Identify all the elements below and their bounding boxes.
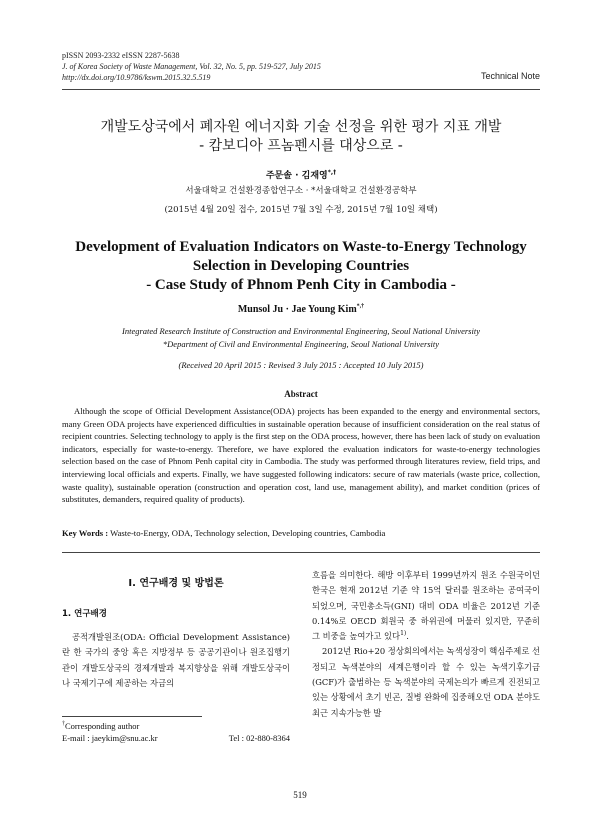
keywords-text: Waste-to-Energy, ODA, Technology selection, Developing countries, Cambodia bbox=[110, 528, 386, 538]
footnote-tel: Tel : 02-880-8364 bbox=[228, 733, 290, 743]
keywords-label: Key Words : bbox=[62, 528, 109, 538]
korean-authors bbox=[62, 168, 540, 181]
abstract-text: Although the scope of Official Development Assistance(ODA) projects has been expanded to the energy and environmental sectors, many Green ODA projects have experienced difficulties in sustainable operation because of insufficient consideration on the real status of recipient countries. Selecting technology to apply is the first step on the ODA process, however, there has been lack of study on evaluation indicators, especially for waste-to-energy. Therefore, we have explored the evaluation indicators for waste-to-energy technologies selection based on the case of Phnom Penh capital city in Cambodia. The study was performed through literatures review, field trips, and interviewing local officials and experts. Finally, we have suggested following indicators: secure of raw materials (waste price, collection, waste quality), sustainable operation (construction and operation cost, land use, management ability), and market condition (prices of substitutes, demanders, required quality of products). bbox=[62, 406, 540, 505]
journal-header bbox=[62, 50, 540, 83]
footnote-mark: † bbox=[62, 721, 65, 728]
date-revised: Revised 3 July 2015 bbox=[268, 360, 337, 370]
korean-affiliation: 서울대학교 건설환경종합연구소 · *서울대학교 건설환경공학부 bbox=[185, 186, 417, 196]
date-received: Received 20 April 2015 bbox=[181, 360, 262, 370]
date-separator-2: : bbox=[336, 360, 344, 370]
right-paragraph-1-text: 흐름을 의미한다. 해방 이후부터 1999년까지 원조 수원국이던 한국은 현재 2012년 기준 약 15억 달러를 원조하는 공여국이 되었으며, 국민총소득(GNI) 대비 ODA 비율은 2012년 기준 0.14%로 OECD 회원국 중 하위권에 머물러 있지만, 꾸준히 그 비중을 높여가고 있다 bbox=[312, 570, 540, 642]
reference-mark: 1) bbox=[400, 630, 407, 638]
korean-title-line1: 개발도상국에서 폐자원 에너지화 기술 선정을 위한 평가 지표 개발 bbox=[100, 119, 502, 135]
korean-title-line2: - 캄보디아 프놈펜시를 대상으로 - bbox=[199, 138, 403, 154]
journal-citation: J. of Korea Society of Waste Management, Vol. 32, No. 5, pp. 519-527, July 2015 bbox=[62, 62, 321, 71]
english-title-line1: Development of Evaluation Indicators on Waste-to-Energy Technology bbox=[75, 239, 527, 255]
footnote-divider bbox=[62, 716, 202, 717]
header-divider bbox=[62, 89, 540, 90]
subsection-heading: 1. 연구배경 bbox=[62, 609, 107, 619]
footnote-label: Corresponding author bbox=[65, 721, 140, 731]
article-type: Technical Note bbox=[480, 71, 540, 81]
right-paragraph-1 bbox=[312, 568, 540, 644]
right-paragraph-1-end: . bbox=[406, 631, 409, 642]
english-affiliation-line1: Integrated Research Institute of Construction and Environmental Engineering, Seoul National University bbox=[122, 326, 480, 336]
english-title-line3: - Case Study of Phnom Penh City in Cambodia - bbox=[146, 277, 456, 293]
english-affiliation bbox=[62, 325, 540, 351]
date-separator-1: : bbox=[261, 360, 269, 370]
english-dates bbox=[62, 360, 540, 370]
section-heading: I. 연구배경 및 방법론 bbox=[128, 578, 224, 589]
keywords bbox=[62, 528, 540, 538]
english-title-line2: Selection in Developing Countries bbox=[192, 258, 410, 274]
issn-line: pISSN 2093-2332 eISSN 2287-5638 bbox=[62, 51, 180, 60]
english-affiliation-line2: *Department of Civil and Environmental Engineering, Seoul National University bbox=[162, 339, 440, 349]
right-column bbox=[312, 568, 540, 721]
korean-dates: (2015년 4월 20일 접수, 2015년 7월 3일 수정, 2015년 7월 10일 채택) bbox=[164, 205, 438, 215]
doi-link[interactable]: http://dx.doi.org/10.9786/kswm.2015.32.5.519 bbox=[62, 73, 211, 82]
footnote bbox=[62, 720, 290, 744]
korean-title bbox=[62, 118, 540, 156]
abstract-divider bbox=[62, 552, 540, 553]
english-author-mark: *,† bbox=[356, 303, 365, 310]
english-title bbox=[62, 238, 540, 295]
korean-author-mark: *,† bbox=[327, 169, 337, 176]
left-paragraph: 공적개발원조(ODA: Official Development Assistance)란 한 국가의 중앙 혹은 지방정부 등 공공기관이나 원조집행기관이 개발도상국의 경제개발과 복지향상을 위해 개발도상국이나 국제기구에 제공하는 자금의 bbox=[62, 632, 290, 688]
left-column bbox=[62, 568, 290, 691]
footnote-email[interactable]: E-mail : jaeykim@snu.ac.kr bbox=[62, 733, 158, 743]
page-number: 519 bbox=[293, 790, 307, 800]
english-authors bbox=[62, 304, 540, 315]
dates-open: ( bbox=[178, 360, 182, 370]
dates-close: ) bbox=[420, 360, 424, 370]
abstract-heading: Abstract bbox=[284, 389, 318, 399]
english-author-names: Munsol Ju · Jae Young Kim bbox=[237, 304, 357, 315]
date-accepted: Accepted 10 July 2015 bbox=[343, 360, 421, 370]
korean-author-names: 주문솔 · 김재영 bbox=[265, 171, 328, 181]
right-paragraph-2: 2012년 Rio+20 정상회의에서는 녹색성장이 핵심주제로 선정되고 녹색분야의 세계은행이라 할 수 있는 녹색기후기금(GCF)가 출범하는 등 녹색분야의 국제논의가 빠르게 진전되고 있는 상황에서 초기 빈곤, 질병 완화에 집중해오던 ODA 분야도 최근 지속가능한 발 bbox=[312, 646, 540, 718]
